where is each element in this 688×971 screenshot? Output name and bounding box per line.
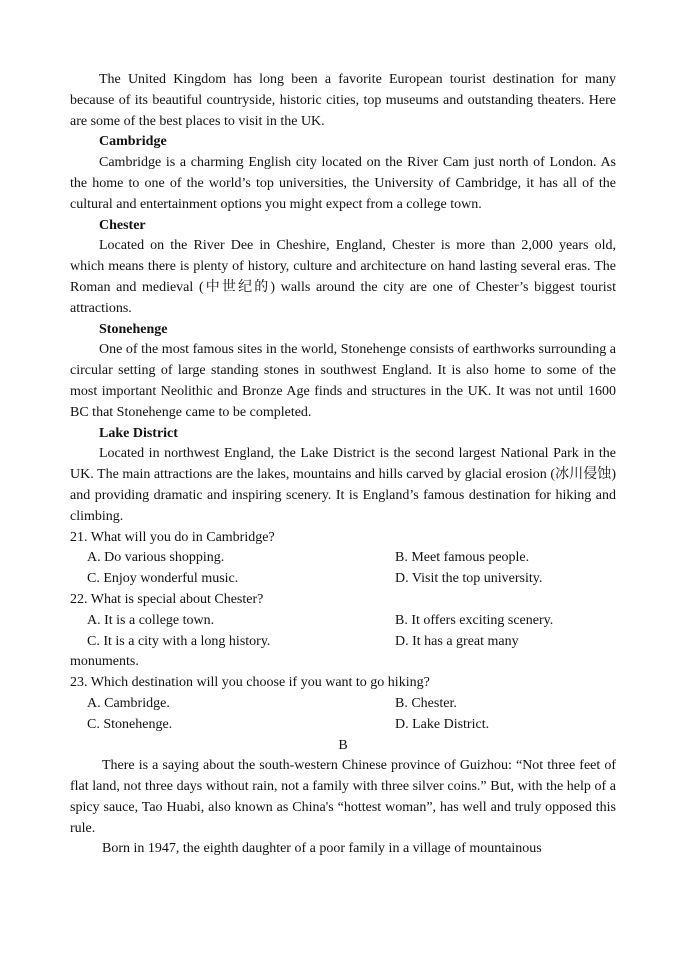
passage-a-intro: The United Kingdom has long been a favorite European tourist destination for many because of its beautiful countryside, historic cities, top museums and outstanding theaters. Here are some of the best places to visit in the UK. [70, 72, 616, 129]
question-21-option-d: D. Visit the top university. [395, 571, 543, 587]
question-23-option-b: B. Chester. [395, 695, 457, 711]
question-22-option-c: C. It is a city with a long history. [87, 633, 271, 649]
question-23-option-c: C. Stonehenge. [87, 716, 173, 732]
question-22-option-d: D. It has a great many [395, 633, 519, 649]
question-21-option-b: B. Meet famous people. [395, 550, 530, 566]
question-23-options [70, 694, 616, 736]
exam-page [70, 70, 616, 860]
question-22-option-b: B. It offers exciting scenery. [395, 612, 554, 628]
question-22-stem: 22. What is special about Chester? [70, 591, 264, 607]
question-22-options [70, 611, 616, 653]
question-23-option-d: D. Lake District. [395, 716, 490, 732]
section-text-lake-district: Located in northwest England, the Lake District is the second largest National Park in the UK. The main attractions are the lakes, mountains and hills carved by glacial erosion (冰川侵蚀) and providing dramatic and inspiring scenery. It is England’s famous destination for hiking and climbing. [70, 446, 616, 524]
passage-b-label: B [338, 737, 348, 753]
question-21-options [70, 548, 616, 590]
passage-b-paragraph-2: Born in 1947, the eighth daughter of a poor family in a village of mountainous [102, 841, 542, 857]
section-heading-chester: Chester [99, 217, 146, 233]
question-21-option-a: A. Do various shopping. [87, 550, 225, 566]
section-text-stonehenge: One of the most famous sites in the world, Stonehenge consists of earthworks surrounding a circular setting of large standing stones in southwest England. It is also home to some of the most important Neolithic and Bronze Age finds and structures in the UK. It was not until 1600 BC that Stonehenge came to be completed. [70, 342, 616, 420]
section-text-cambridge: Cambridge is a charming English city located on the River Cam just north of London. As the home to one of the world’s top universities, the University of Cambridge, it has all of the cultural and entertainment options you might expect from a college town. [70, 155, 616, 212]
question-21-stem: 21. What will you do in Cambridge? [70, 529, 275, 545]
question-21-option-c: C. Enjoy wonderful music. [87, 571, 239, 587]
question-22-option-d-continuation: monuments. [70, 654, 139, 670]
question-23-option-a: A. Cambridge. [87, 695, 170, 711]
section-text-chester: Located on the River Dee in Cheshire, England, Chester is more than 2,000 years old, which means there is plenty of history, culture and architecture on hand lasting several eras. The Roman and medieval (中世纪的) walls around the city are one of Chester’s biggest tourist attractions. [70, 238, 616, 316]
section-heading-stonehenge: Stonehenge [99, 321, 168, 337]
section-heading-cambridge: Cambridge [99, 134, 167, 150]
question-23-stem: 23. Which destination will you choose if you want to go hiking? [70, 675, 430, 691]
passage-b-paragraph-1: There is a saying about the south-western Chinese province of Guizhou: “Not three feet of flat land, not three days without rain, not a family with three silver coins.” But, with the help of a spicy sauce, Tao Huabi, also known as China's “hottest woman”, has well and truly opposed this rule. [70, 758, 616, 836]
section-heading-lake-district: Lake District [99, 425, 178, 441]
question-22-option-a: A. It is a college town. [87, 612, 215, 628]
